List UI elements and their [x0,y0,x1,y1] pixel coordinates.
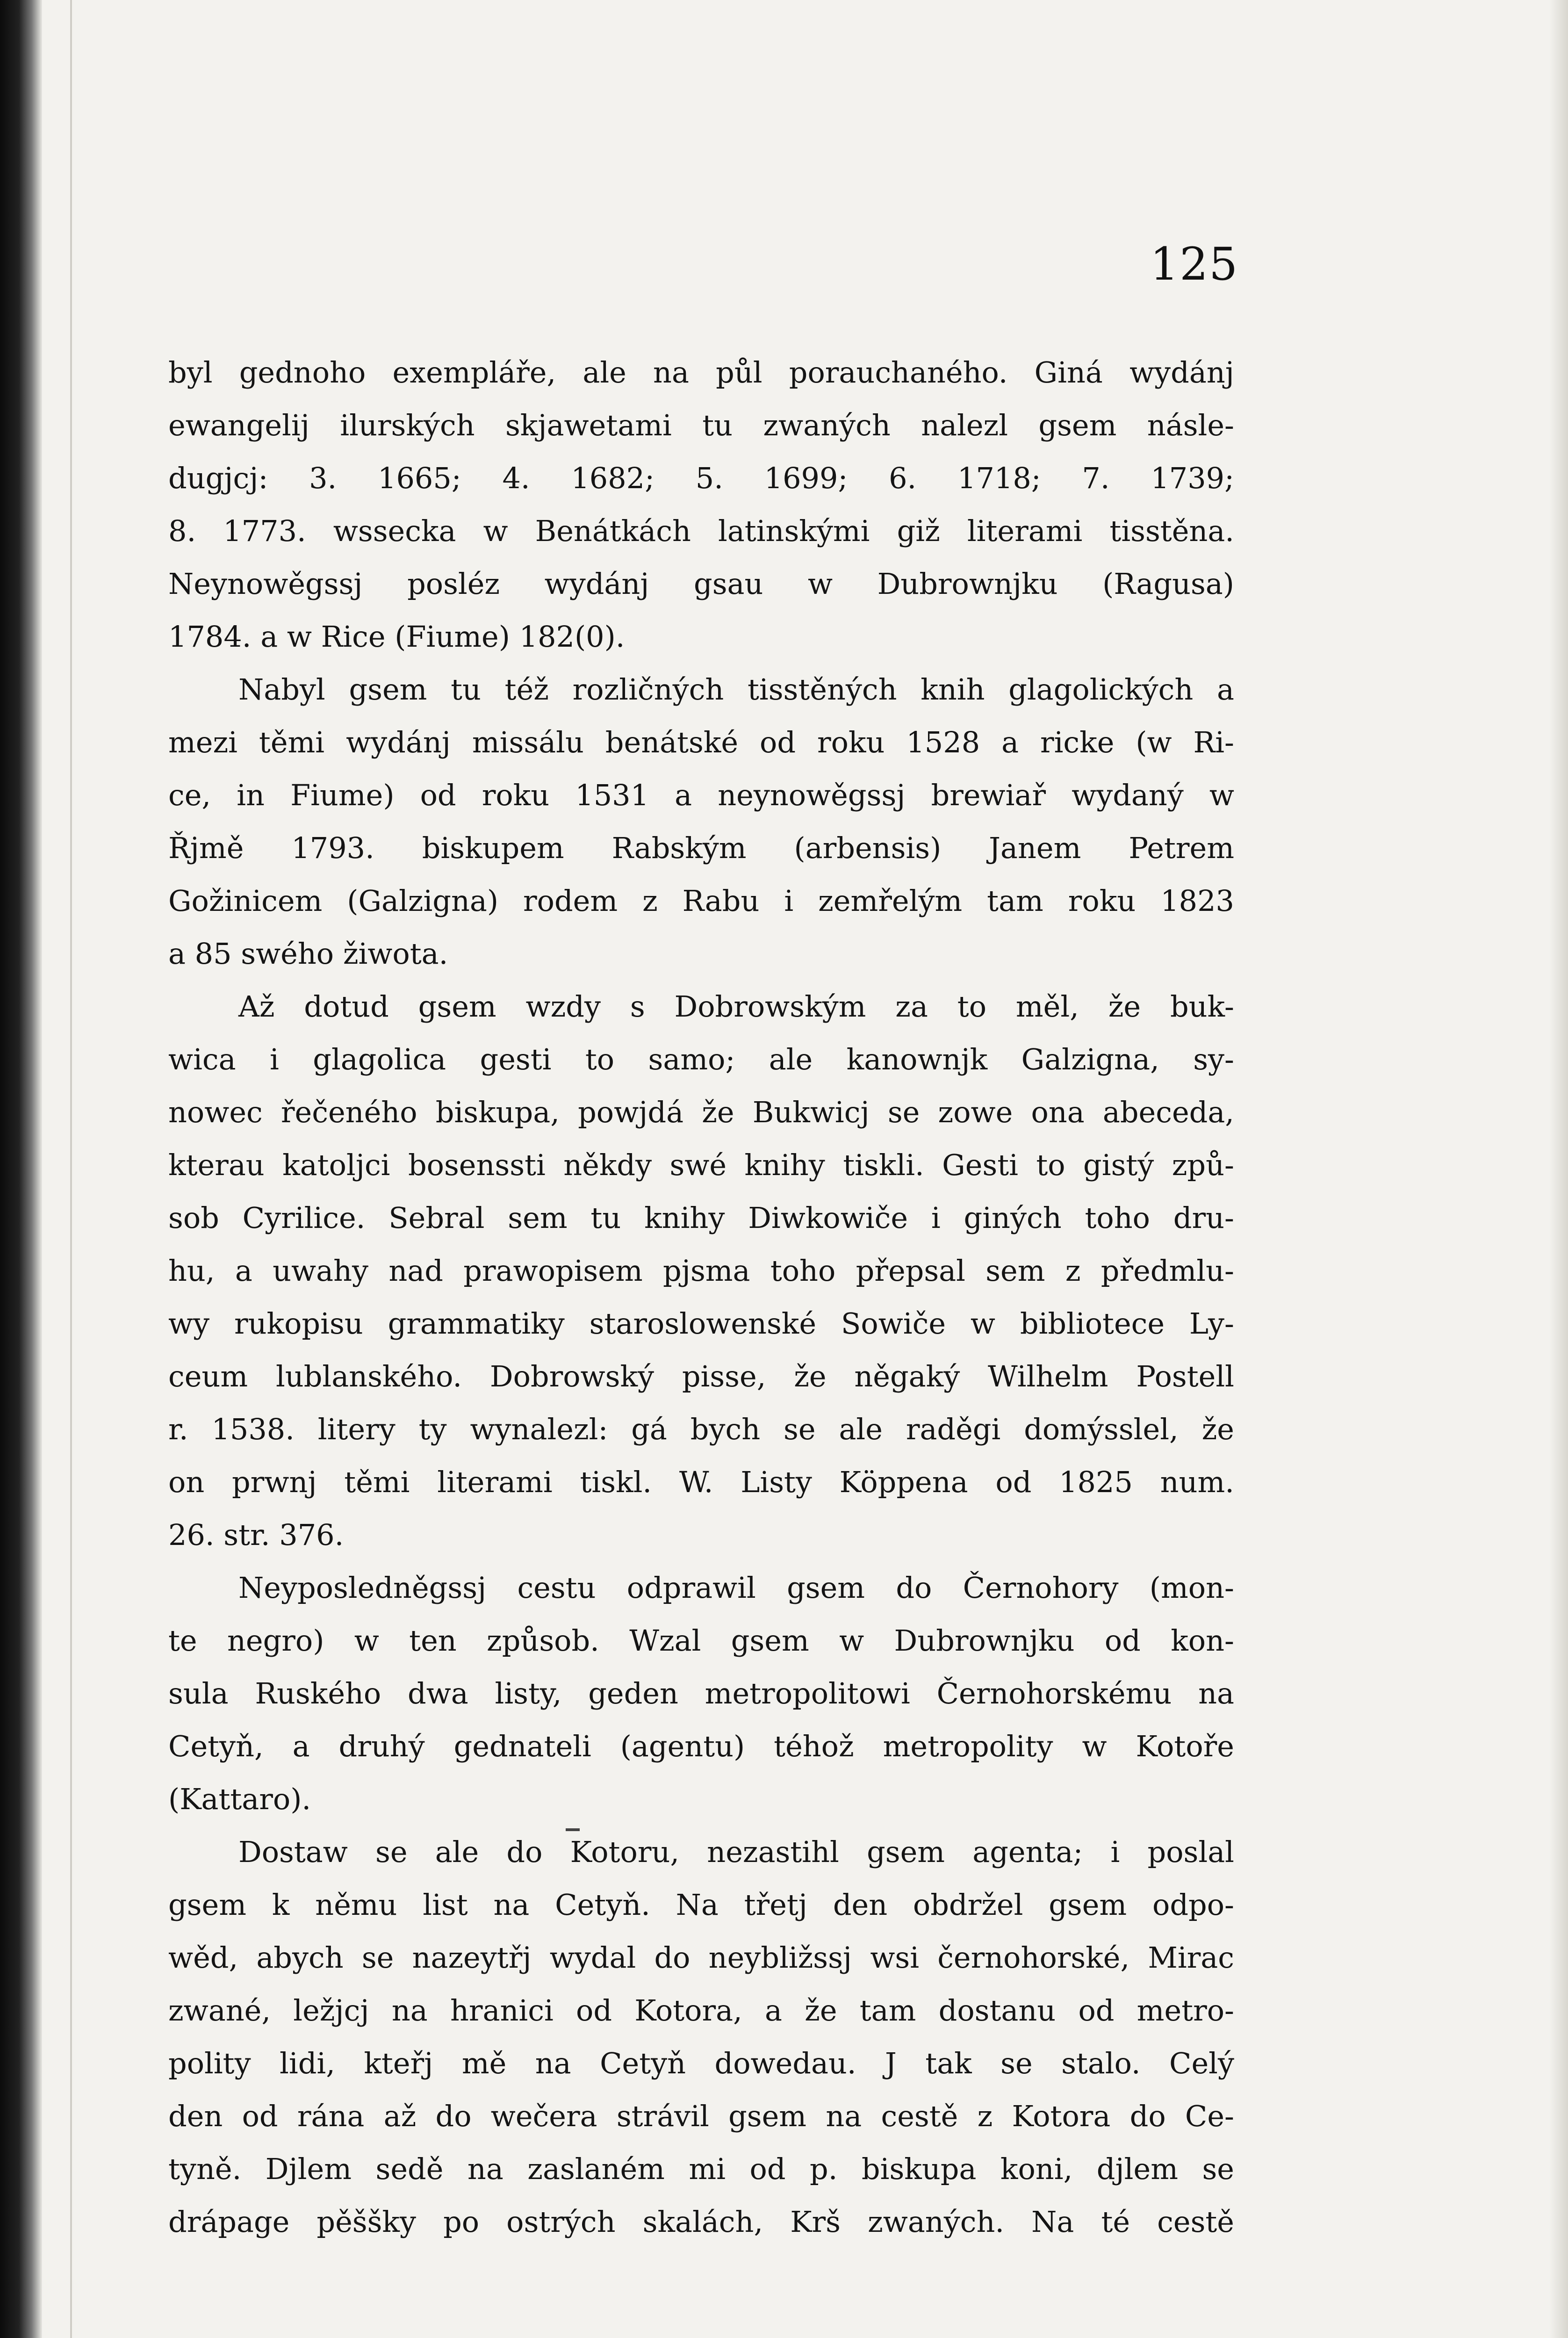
page-number: 125 [1150,238,1239,290]
page-edge [1549,0,1568,2338]
stray-mark [566,1828,580,1831]
text-line: r. 1538. litery ty wynalezl: gá bych se ale raděgi domýsslel, že [168,1412,1234,1446]
text-line: drápage pěššky po ostrých skalách, Krš zwaných. Na té cestě [168,2205,1234,2239]
text-line: hu, a uwahy nad prawopisem pjsma toho přepsal sem z předmlu- [168,1254,1234,1288]
body-text [168,346,1234,2248]
text-line: wěd, abych se nazeytřj wydal do neybližssj wsi černohorské, Mirac [168,1941,1234,1975]
text-line: Dostaw se ale do Kotoru, nezastihl gsem agenta; i poslal [238,1835,1234,1869]
text-line: ewangelij ilurských skjawetami tu zwaných nalezl gsem násle- [168,408,1234,442]
text-line: ceum lublanského. Dobrowský pisse, že něgaký Wilhelm Postell [168,1359,1234,1393]
text-line: te negro) w ten způsob. Wzal gsem w Dubrownjku od kon- [168,1624,1234,1658]
binding-shadow [0,0,42,2338]
text-line: kterau katoljci bosenssti někdy swé knihy tiskli. Gesti to gistý způ- [168,1148,1234,1182]
text-line: wica i glagolica gesti to samo; ale kanownjk Galzigna, sy- [168,1042,1234,1076]
text-line: gsem k němu list na Cetyň. Na třetj den obdržel gsem odpo- [168,1888,1234,1922]
text-line: polity lidi, kteřj mě na Cetyň dowedau. J tak se stalo. Celý [168,2046,1234,2080]
text-line: nowec řečeného biskupa, powjdá že Bukwicj se zowe ona abeceda, [168,1095,1234,1129]
text-line: wy rukopisu grammatiky staroslowenské Sowiče w bibliotece Ly- [168,1306,1234,1341]
text-line: sob Cyrilice. Sebral sem tu knihy Diwkowiče i giných toho dru- [168,1201,1234,1235]
text-line: mezi těmi wydánj missálu benátské od roku 1528 a ricke (w Ri- [168,725,1234,759]
text-line: Řjmě 1793. biskupem Rabským (arbensis) Janem Petrem [168,831,1234,865]
text-line: Cetyň, a druhý gednateli (agentu) téhož metropolity w Kotoře [168,1729,1234,1763]
text-line: Neyposledněgssj cestu odprawil gsem do Černohory (mon- [238,1571,1234,1605]
page-fold-line [70,0,72,2338]
text-line: Až dotud gsem wzdy s Dobrowským za to měl, že buk- [238,989,1234,1024]
text-line: sula Ruského dwa listy, geden metropolitowi Černohorskému na [168,1676,1234,1710]
text-line: Neynowěgssj posléz wydánj gsau w Dubrownjku (Ragusa) [168,567,1234,601]
text-line: tyně. Djlem sedě na zaslaném mi od p. biskupa koni, djlem se [168,2152,1234,2186]
text-line: Gožinicem (Galzigna) rodem z Rabu i zemřelým tam roku 1823 [168,884,1234,918]
text-line: Nabyl gsem tu též rozličných tisstěných knih glagolických a [238,672,1234,707]
text-line: byl gednoho exempláře, ale na půl porauchaného. Giná wydánj [168,355,1234,390]
text-line: dugjcj: 3. 1665; 4. 1682; 5. 1699; 6. 1718; 7. 1739; [168,461,1234,495]
text-line: on prwnj těmi literami tiskl. W. Listy Köppena od 1825 num. [168,1465,1234,1499]
text-line: 1784. a w Rice (Fiume) 182(0). [168,620,625,654]
text-line: ce, in Fiume) od roku 1531 a neynowěgssj brewiař wydaný w [168,778,1234,812]
text-line: (Kattaro). [168,1782,311,1816]
text-line: zwané, ležjcj na hranici od Kotora, a že tam dostanu od metro- [168,1993,1234,2028]
text-line: a 85 swého žiwota. [168,937,448,971]
text-line: den od rána až do wečera strávil gsem na cestě z Kotora do Ce- [168,2099,1234,2133]
text-line: 26. str. 376. [168,1518,344,1552]
text-line: 8. 1773. wssecka w Benátkách latinskými giž literami tisstěna. [168,514,1234,548]
